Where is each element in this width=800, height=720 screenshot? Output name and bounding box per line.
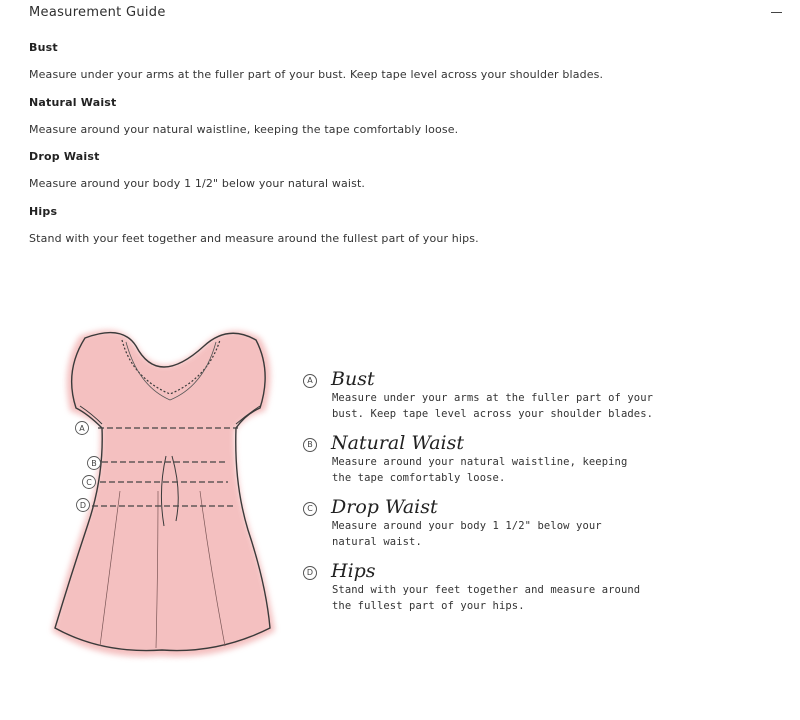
legend-desc-line: natural waist.	[332, 536, 422, 548]
marker-c-icon	[83, 476, 96, 489]
legend-desc-line: Measure under your arms at the fuller part of your	[332, 392, 654, 404]
legend-title: Drop Waist	[331, 496, 438, 518]
guide-heading: Natural Waist	[29, 96, 117, 109]
accordion-header[interactable]	[29, 4, 784, 24]
marker-letter: C	[86, 478, 92, 487]
dress-wash	[52, 330, 275, 657]
legend-title: Natural Waist	[331, 432, 465, 454]
dress-drawing	[40, 316, 290, 666]
legend-desc-line: bust. Keep tape level across your shoulder blades.	[332, 408, 654, 420]
legend-item-natural-waist	[303, 432, 643, 484]
dress-illustration	[40, 316, 290, 666]
guide-text: Measure around your body 1 1/2" below your natural waist.	[29, 177, 366, 190]
guide-heading: Bust	[29, 41, 58, 54]
letter-b-icon: B	[303, 438, 317, 452]
marker-letter: A	[79, 424, 85, 433]
letter-a-icon: A	[303, 374, 317, 388]
letter-c-icon: C	[303, 502, 317, 516]
legend-item-drop-waist	[303, 496, 643, 548]
guide-item-drop-waist	[29, 150, 365, 191]
section-title: Measurement Guide	[29, 5, 166, 20]
guide-item-bust	[29, 41, 603, 82]
legend-desc-line: the tape comfortably loose.	[332, 472, 506, 484]
collapse-button[interactable]	[770, 4, 784, 22]
guide-heading: Hips	[29, 205, 58, 218]
letter-d-icon: D	[303, 566, 317, 580]
guide-text: Stand with your feet together and measure around the fullest part of your hips.	[29, 232, 479, 245]
marker-letter: B	[91, 459, 97, 468]
legend-item-bust	[303, 368, 654, 420]
guide-heading: Drop Waist	[29, 150, 100, 163]
marker-d-icon	[77, 499, 90, 512]
marker-letter: D	[79, 501, 87, 510]
marker-a-icon	[76, 422, 89, 435]
legend-desc-line: Measure around your body 1 1/2" below your	[332, 520, 602, 532]
legend-title: Hips	[331, 560, 376, 582]
legend-desc-line: Measure around your natural waistline, keeping	[332, 456, 628, 468]
guide-item-hips	[29, 205, 479, 246]
guide-text: Measure under your arms at the fuller part of your bust. Keep tape level across your shoulder blades.	[29, 68, 604, 81]
legend-desc-line: the fullest part of your hips.	[332, 600, 525, 612]
minus-icon	[771, 12, 782, 13]
legend-title: Bust	[331, 368, 375, 390]
legend-item-hips	[303, 560, 643, 612]
legend-desc-line: Stand with your feet together and measure around	[332, 584, 641, 596]
guide-text: Measure around your natural waistline, keeping the tape comfortably loose.	[29, 123, 459, 136]
guide-item-natural-waist	[29, 96, 458, 137]
marker-b-icon	[88, 457, 101, 470]
